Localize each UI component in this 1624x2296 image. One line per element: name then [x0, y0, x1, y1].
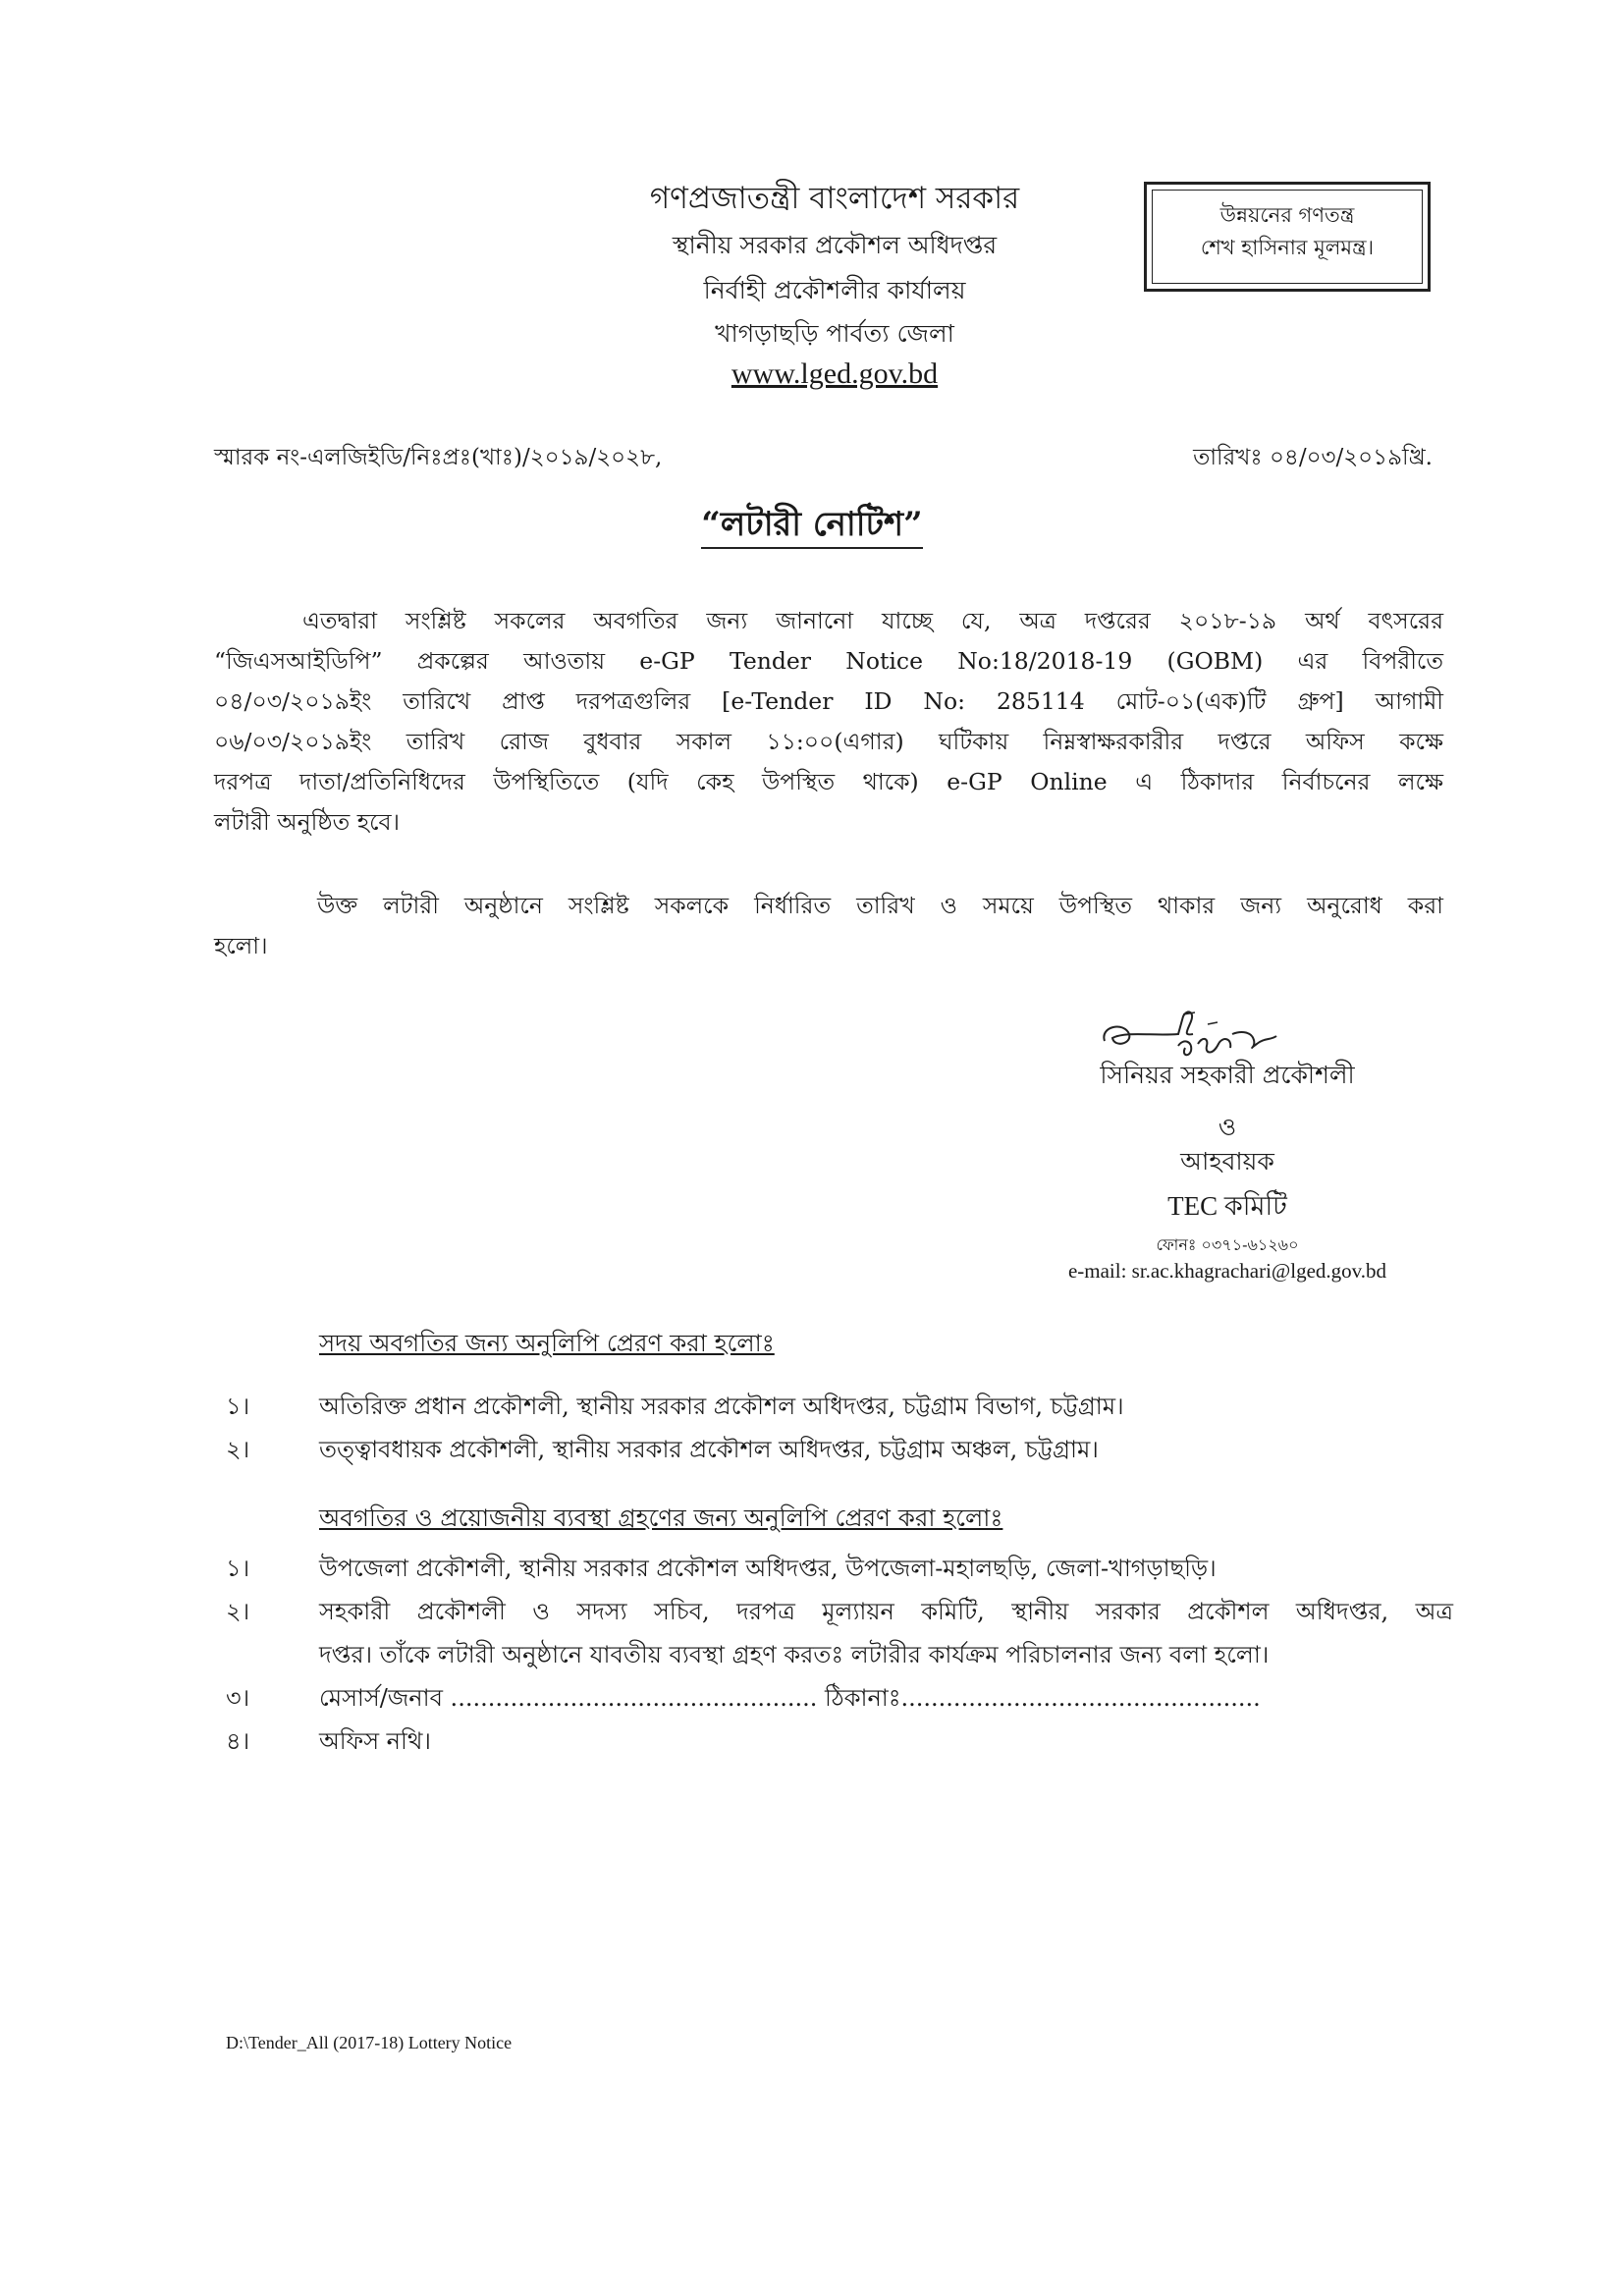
list-item-number: ২।	[226, 1598, 250, 1625]
notice-title-text: “লটারী নোটিশ”	[701, 505, 922, 549]
list-item-text: উপজেলা প্রকৌশলী, স্থানীয় সরকার প্রকৌশল অধিদপ্তর, উপজেলা-মহালছড়ি, জেলা-খাগড়াছড়ি।	[319, 1555, 1217, 1582]
slogan-line-2: শেখ হাসিনার মূলমন্ত্র।	[1200, 236, 1375, 259]
header-district: খাগড়াছড়ি পার্বত্য জেলা	[715, 319, 954, 348]
notice-date: তারিখঃ ০৪/০৩/২০১৯খ্রি.	[1193, 445, 1433, 470]
signatory-designation: সিনিয়র সহকারী প্রকৌশলী	[1100, 1061, 1355, 1089]
list-item-text: তত্ত্বাবধায়ক প্রকৌশলী, স্থানীয় সরকার প্রকৌশল অধিদপ্তর, চট্টগ্রাম অঞ্চল, চট্টগ্রাম।	[319, 1436, 1099, 1463]
signatory-conjunction: ও	[1218, 1113, 1237, 1141]
list-item	[226, 1385, 1453, 1428]
signatory-email[interactable]: e-mail: sr.ac.khagrachari@lged.gov.bd	[1067, 1259, 1387, 1283]
list-item-number: ২।	[226, 1436, 250, 1463]
paragraph-line: উক্ত লটারী অনুষ্ঠানে সংশ্লিষ্ট সকলকে নির্ধারিত তারিখ ও সময়ে উপস্থিত থাকার জন্য অনুরোধ করা	[317, 892, 1443, 919]
cc-info-list	[226, 1385, 1453, 1471]
slogan-box	[1144, 182, 1431, 292]
list-item	[226, 1720, 1453, 1763]
list-item	[226, 1547, 1453, 1590]
cc-action-list	[226, 1547, 1453, 1763]
paragraph-line: ০৬/০৩/২০১৯ইং তারিখ রোজ বুধবার সকাল ১১:০০(এগার) ঘটিকায় নিম্নস্বাক্ষরকারীর দপ্তরে অফিস কক্ষে	[214, 728, 1443, 755]
list-item-number: ৪।	[226, 1727, 250, 1755]
list-item	[226, 1676, 1453, 1720]
paragraph-line: “জিএসআইডিপি” প্রকল্পের আওতায় e-GP Tender Notice No:18/2018-19 (GOBM) এর বিপরীতে	[214, 647, 1443, 675]
paragraph-line: ০৪/০৩/২০১৯ইং তারিখে প্রাপ্ত দরপত্রগুলির [e-Tender ID No: 285114 মোট-০১(এক)টি গ্রুপ] আগামী	[214, 687, 1443, 715]
list-item-number: ১।	[226, 1555, 250, 1582]
signatory-role: আহবায়ক	[1180, 1147, 1274, 1175]
notice-title	[0, 499, 1624, 555]
header-website-link[interactable]: www.lged.gov.bd	[731, 357, 939, 390]
memo-number: স্মারক নং-এলজিইডি/নিঃপ্রঃ(খাঃ)/২০১৯/২০২৮,	[214, 445, 663, 470]
slogan-line-1: উন্নয়নের গণতন্ত্র	[1219, 203, 1355, 227]
notice-paragraph-2	[214, 886, 1443, 966]
paragraph-line: লটারী অনুষ্ঠিত হবে।	[214, 808, 401, 836]
list-item	[226, 1428, 1453, 1471]
notice-paragraph-1	[214, 601, 1443, 843]
list-item-text-line: দপ্তর। তাঁকে লটারী অনুষ্ঠানে যাবতীয় ব্যবস্থা গ্রহণ করতঃ লটারীর কার্যক্রম পরিচালনার জন্য বলা হলো।	[319, 1641, 1270, 1668]
list-item-text	[319, 1590, 1453, 1676]
cc-action-heading: অবগতির ও প্রয়োজনীয় ব্যবস্থা গ্রহণের জন্য অনুলিপি প্রেরণ করা হলোঃ	[319, 1503, 1003, 1532]
paragraph-line: দরপত্র দাতা/প্রতিনিধিদের উপস্থিতিতে (যদি কেহ উপস্থিত থাকে) e-GP Online এ ঠিকাদার নির্বাচনের লক্ষে	[214, 768, 1443, 795]
cc-info-heading: সদয় অবগতির জন্য অনুলিপি প্রেরণ করা হলোঃ	[319, 1329, 775, 1357]
header-department: স্থানীয় সরকার প্রকৌশল অধিদপ্তর	[672, 231, 998, 259]
list-item-text: অতিরিক্ত প্রধান প্রকৌশলী, স্থানীয় সরকার প্রকৌশল অধিদপ্তর, চট্টগ্রাম বিভাগ, চট্টগ্রাম।	[319, 1393, 1124, 1420]
header-government: গণপ্রজাতন্ত্রী বাংলাদেশ সরকার	[649, 181, 1020, 216]
list-item	[226, 1590, 1453, 1676]
list-item-text: মেসার্স/জনাব ................................................. ঠিকানাঃ................................................	[319, 1684, 1261, 1712]
signatory-phone: ফোনঃ ০৩৭১-৬১২৬০	[1156, 1235, 1299, 1254]
header-office: নির্বাহী প্রকৌশলীর কার্যালয়	[703, 276, 966, 304]
paragraph-line: হলো।	[214, 932, 268, 959]
signatory-committee: TEC কমিটি	[1167, 1191, 1287, 1221]
list-item-text: অফিস নথি।	[319, 1727, 431, 1755]
slogan-inner-frame	[1152, 190, 1423, 284]
list-item-number: ১।	[226, 1393, 250, 1420]
paragraph-line: এতদ্বারা সংশ্লিষ্ট সকলের অবগতির জন্য জানানো যাচ্ছে যে, অত্র দপ্তরের ২০১৮-১৯ অর্থ বৎসরের	[302, 607, 1443, 634]
list-item-number: ৩।	[226, 1684, 250, 1712]
list-item-text-line: সহকারী প্রকৌশলী ও সদস্য সচিব, দরপত্র মূল্যায়ন কমিটি, স্থানীয় সরকার প্রকৌশল অধিদপ্তর, অত্র	[319, 1598, 1453, 1625]
footer-file-path: D:\Tender_All (2017-18) Lottery Notice	[226, 2033, 513, 2052]
